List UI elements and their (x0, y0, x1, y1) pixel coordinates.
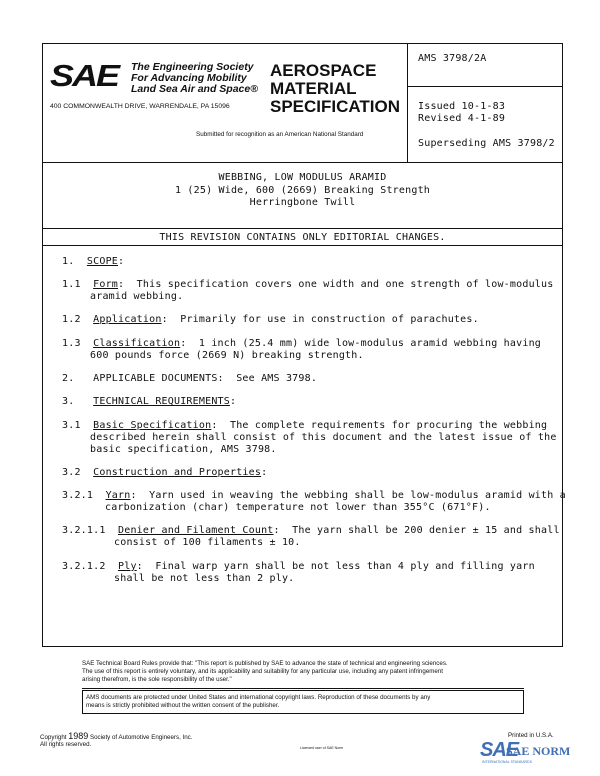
section-text: : The yarn shall be 200 denier ± 15 and shall (273, 525, 560, 536)
submitted-note: Submitted for recognition as an American National Standard (196, 131, 364, 138)
section-label: Form (93, 279, 119, 290)
sae-norm-text: SAE NORM (506, 744, 571, 758)
title-line: Herringbone Twill (249, 197, 356, 208)
copyright-notice-line: AMS documents are protected under United States and international copyright laws. Reproduction of these documents by any (86, 694, 431, 701)
section-text: : Primarily for use in construction of parachutes. (161, 314, 479, 325)
header-rule (407, 86, 563, 87)
section-3-2-1-2-cont: shall be not less than 2 ply. (114, 573, 295, 584)
colon: : (118, 256, 125, 267)
title-line: 1 (25) Wide, 600 (2669) Breaking Strength (174, 184, 431, 196)
board-rules-line: SAE Technical Board Rules provide that: "This report is published by SAE to advance the state of technical and engineering sciences. (82, 660, 448, 667)
section-3-2 (62, 467, 267, 478)
section-number: 1. (62, 256, 75, 267)
section-label: Application (93, 314, 162, 325)
licensed-user-note: Licensed user of SAE Norm (300, 746, 344, 750)
section-3 (62, 396, 236, 407)
society-line-3: Land Sea Air and Space® (131, 83, 258, 95)
colon: : (261, 467, 268, 478)
title-block (42, 172, 563, 210)
section-number: 1.2 (62, 314, 81, 325)
section-number: 3.2 (62, 467, 81, 478)
title-line: WEBBING, LOW MODULUS ARAMID (218, 172, 387, 183)
section-1-1 (62, 279, 553, 290)
section-1-3-cont: 600 pounds force (2669 N) breaking strength. (90, 350, 364, 361)
section-3-2-1 (62, 490, 566, 501)
copyright-label: Copyright (40, 734, 67, 741)
sae-logo: SAE (50, 58, 119, 93)
section-label: Yarn (105, 490, 131, 501)
title-line-aerospace: AEROSPACE (270, 61, 377, 80)
section-title: TECHNICAL REQUIREMENTS (93, 396, 230, 407)
editorial-bottom-rule (42, 245, 563, 246)
section-3-1-cont: described herein shall consist of this document and the latest issue of the (90, 432, 557, 443)
section-number: 3.2.1.2 (62, 561, 106, 572)
section-number: 3.2.1.1 (62, 525, 106, 536)
section-label: Denier and Filament Count (118, 525, 274, 536)
section-number: 3. (62, 396, 75, 407)
section-number: 3.2.1 (62, 490, 94, 501)
section-3-2-1-1 (62, 525, 560, 536)
section-number: 3.1 (62, 420, 81, 431)
section-label: Classification (93, 338, 181, 349)
section-label: Construction and Properties (93, 467, 262, 478)
header-divider (407, 43, 408, 162)
section-text: : The complete requirements for procuring the webbing (211, 420, 548, 431)
document-type-title (270, 62, 400, 116)
section-label: Basic Specification (93, 420, 212, 431)
section-2 (62, 373, 317, 384)
section-1-2 (62, 314, 479, 325)
revised-date: Revised 4-1-89 (418, 113, 506, 124)
editorial-note: THIS REVISION CONTAINS ONLY EDITORIAL CHANGES. (159, 232, 446, 243)
sae-norm-subtitle: INTERNATIONAL STANDARDS (482, 760, 532, 764)
section-1-3 (62, 338, 541, 349)
section-3-2-1-2 (62, 561, 535, 572)
section-label: Ply (118, 561, 137, 572)
section-1-1-cont: aramid webbing. (90, 291, 184, 302)
section-number: 1.1 (62, 279, 81, 290)
society-line-1: The Engineering Society (131, 61, 254, 73)
rights-reserved: All rights reserved. (40, 741, 92, 748)
superseding: Superseding AMS 3798/2 (418, 138, 555, 149)
address: 400 COMMONWEALTH DRIVE, WARRENDALE, PA 15096 (50, 103, 230, 110)
copyright-year: 1989 (68, 731, 89, 741)
sae-norm-logo: SAE (480, 739, 519, 761)
copyright-owner: Society of Automotive Engineers, Inc. (89, 734, 193, 741)
section-number: 1.3 (62, 338, 81, 349)
issued-date: Issued 10-1-83 (418, 101, 506, 112)
title-bottom-rule (42, 228, 563, 229)
board-rules-line: The use of this report is entirely voluntary, and its applicability and suitability for any particular use, including any patent infringement (82, 668, 444, 675)
title-line-specification: SPECIFICATION (270, 97, 401, 116)
board-rules-line: arising therefrom, is the sole responsibility of the user." (82, 676, 232, 683)
section-text: : 1 inch (25.4 mm) wide low-modulus aramid webbing having (180, 338, 542, 349)
section-text: : Final warp yarn shall be not less than 4 ply and filling yarn (136, 561, 535, 572)
section-number: 2. (62, 373, 75, 384)
section-3-2-1-1-cont: consist of 100 filaments ± 10. (114, 537, 301, 548)
copyright-notice-line: means is strictly prohibited without the written consent of the publisher. (86, 702, 280, 709)
section-3-1 (62, 420, 547, 431)
footer-rule (82, 688, 524, 689)
section-text: : This specification covers one width and one strength of low-modulus (118, 279, 554, 290)
colon: : (229, 396, 237, 407)
section-title: SCOPE (86, 256, 119, 267)
society-line-2: For Advancing Mobility (131, 72, 247, 84)
section-text: : Yarn used in weaving the webbing shall be low-modulus aramid with a (130, 490, 566, 501)
header-bottom-rule (42, 162, 563, 163)
title-line-material: MATERIAL (270, 79, 357, 98)
section-text: APPLICABLE DOCUMENTS: See AMS 3798. (93, 373, 318, 384)
spec-number: AMS 3798/2A (418, 53, 487, 64)
section-1 (62, 256, 124, 267)
printed-in: Printed in U.S.A. (508, 732, 554, 739)
section-3-1-cont: basic specification, AMS 3798. (90, 444, 277, 455)
section-3-2-1-cont: carbonization (char) temperature not lower than 355°C (671°F). (105, 502, 491, 513)
